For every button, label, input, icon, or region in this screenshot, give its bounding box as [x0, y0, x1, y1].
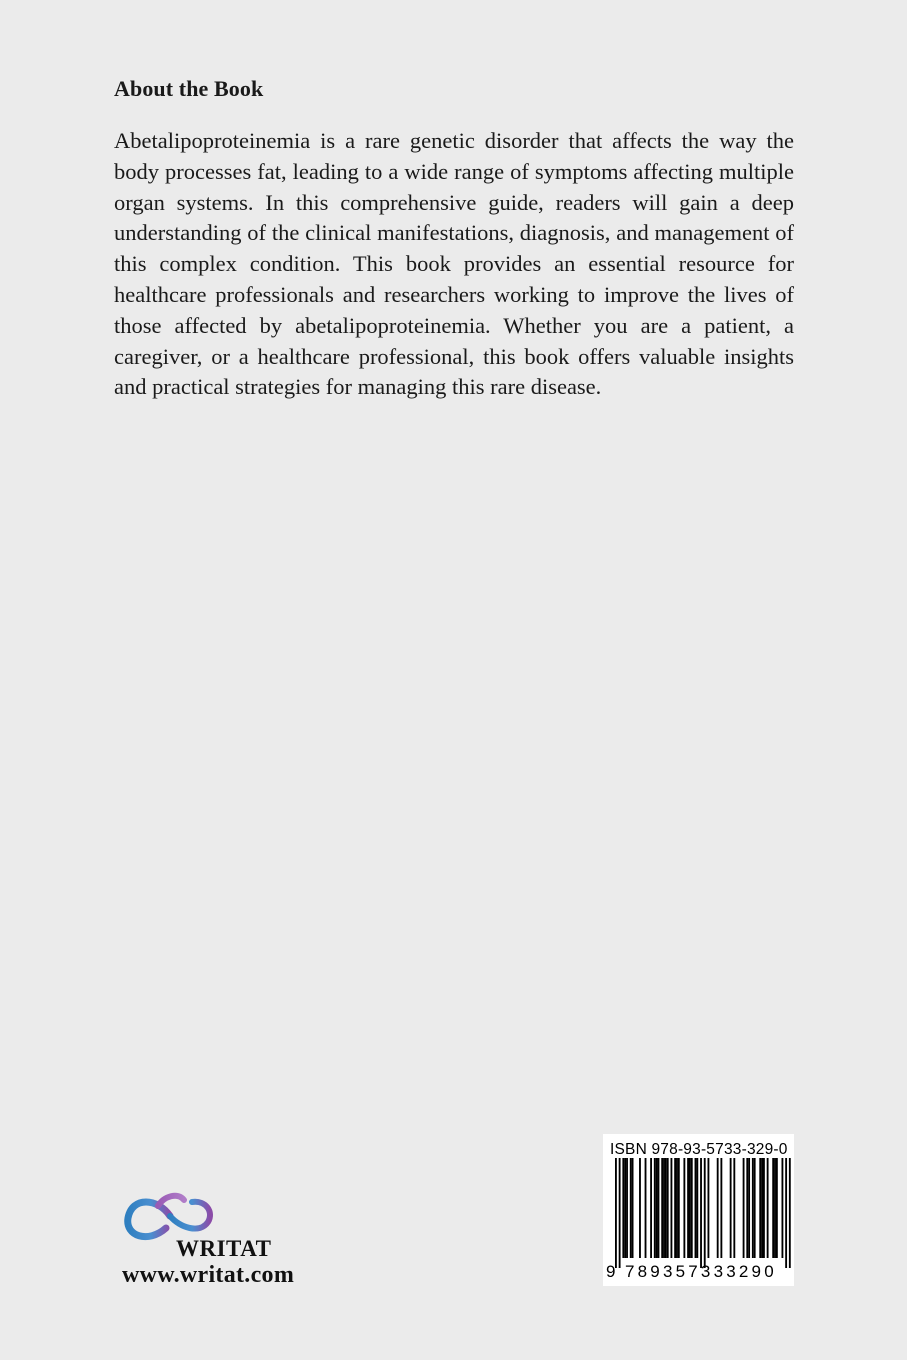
barcode-bars [603, 1158, 794, 1268]
barcode-bar [689, 1158, 691, 1258]
barcode-bar [789, 1158, 791, 1268]
barcode-bar [626, 1158, 628, 1258]
barcode-bar [772, 1158, 774, 1258]
barcode-bar [658, 1158, 660, 1258]
barcode-bar [632, 1158, 634, 1258]
barcode-bar [720, 1158, 722, 1258]
barcode-bar [785, 1158, 787, 1268]
barcode-bar [746, 1158, 748, 1258]
barcode-bar [700, 1158, 702, 1268]
barcode-bar [748, 1158, 750, 1258]
publisher-logo [118, 1192, 338, 1302]
barcode-bar [767, 1158, 769, 1258]
barcode-bar [661, 1158, 663, 1258]
barcode-bar [630, 1158, 632, 1258]
publisher-url: www.writat.com [122, 1262, 295, 1288]
barcode-bar [671, 1158, 673, 1258]
barcode-bar [730, 1158, 732, 1258]
barcode-bar [683, 1158, 685, 1258]
barcode-bar [704, 1158, 706, 1268]
barcode-bar [678, 1158, 680, 1258]
barcode-bar [761, 1158, 763, 1258]
barcode-bar [639, 1158, 641, 1258]
barcode-bar [759, 1158, 761, 1258]
barcode-bar [696, 1158, 698, 1258]
barcode-bar [687, 1158, 689, 1258]
barcode-bar [733, 1158, 735, 1258]
isbn-barcode [603, 1134, 794, 1286]
barcode-bar [763, 1158, 765, 1258]
barcode-bar [754, 1158, 756, 1258]
barcode-bar [776, 1158, 778, 1258]
barcode-bar [717, 1158, 719, 1258]
barcode-bar [665, 1158, 667, 1258]
barcode-bar [774, 1158, 776, 1258]
barcode-bar [645, 1158, 647, 1258]
barcode-bar [650, 1158, 652, 1258]
section-heading: About the Book [114, 76, 264, 101]
ean-digits: 789357333290 [625, 1262, 777, 1281]
barcode-bar [656, 1158, 658, 1258]
barcode-bar [743, 1158, 745, 1258]
barcode-bar [654, 1158, 656, 1258]
barcode-bar [624, 1158, 626, 1258]
barcode-bar [615, 1158, 617, 1268]
barcode-bar [674, 1158, 676, 1258]
ean-first-digit: 9 [606, 1262, 616, 1281]
barcode-bar [619, 1158, 621, 1268]
barcode-bar [782, 1158, 784, 1258]
isbn-label: ISBN 978-93-5733-329-0 [610, 1141, 788, 1158]
barcode-bar [667, 1158, 669, 1258]
barcode-bar [622, 1158, 624, 1258]
barcode-bar [676, 1158, 678, 1258]
book-description: Abetalipoproteinemia is a rare genetic disorder that affects the way the body processes fat, leading to a wide range of symptoms affecting multiple organ systems. In this comprehensive guide, readers will gain a deep understanding of the clinical manifestations, diagnosis, and management of this complex condition. This book provides an essential resource for healthcare professionals and researchers working to improve the lives of those affected by abetalipoproteinemia. Whether you are a patient, a caregiver, or a healthcare professional, this book offers valuable insights and practical strategies for managing this rare disease. [114, 128, 794, 400]
barcode-bar [691, 1158, 693, 1258]
barcode-bar [708, 1158, 710, 1258]
publisher-name: WRITAT [176, 1236, 272, 1261]
barcode-bar [663, 1158, 665, 1258]
barcode-bar [752, 1158, 754, 1258]
barcode-bar [695, 1158, 697, 1258]
